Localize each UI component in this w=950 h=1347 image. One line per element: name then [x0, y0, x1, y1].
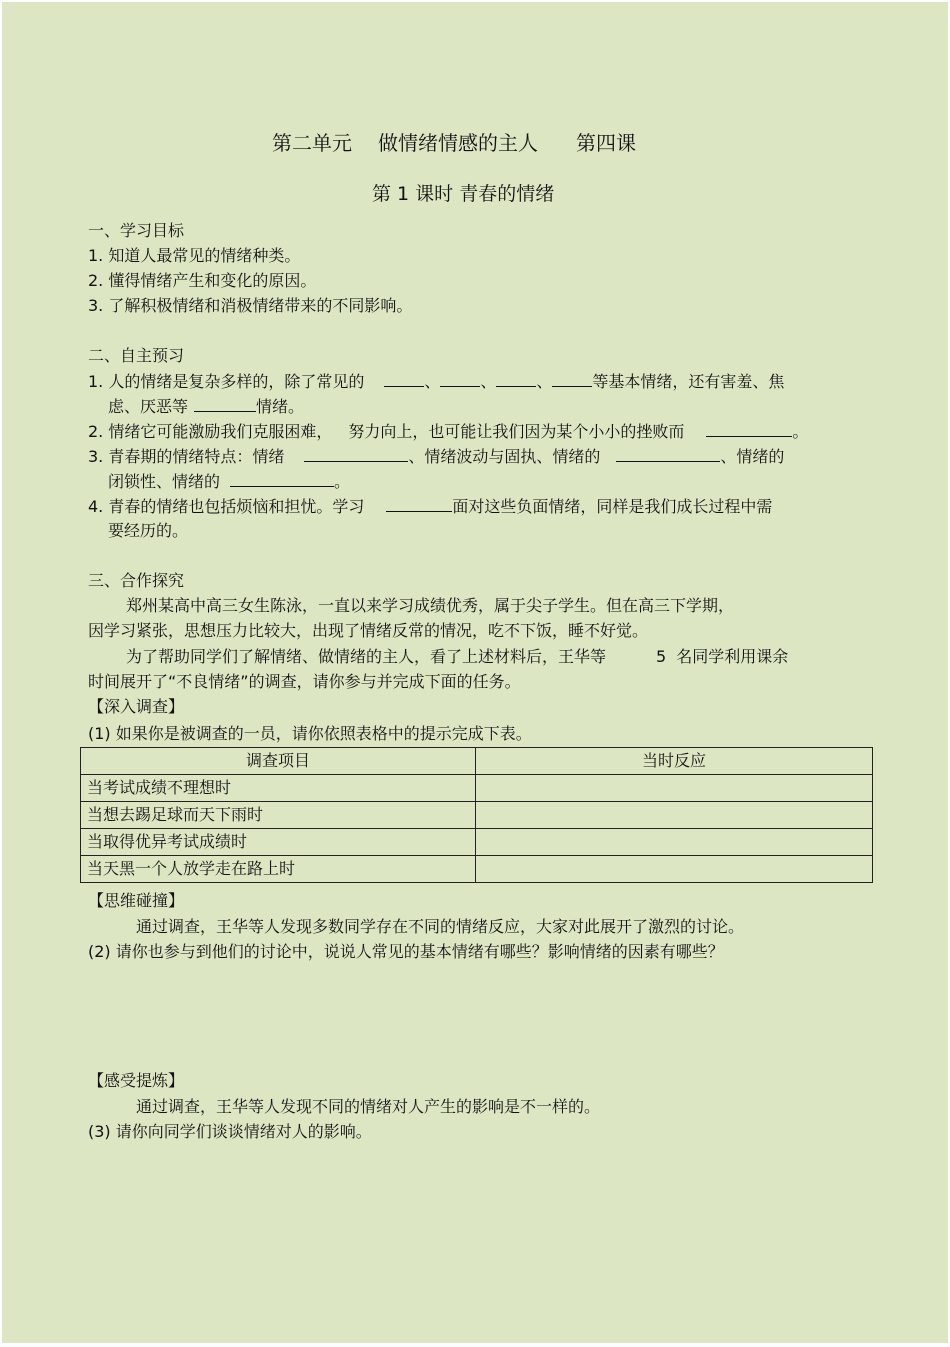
answer-blank[interactable]	[616, 446, 720, 462]
answer-blank[interactable]	[386, 496, 452, 512]
response-cell[interactable]	[476, 829, 873, 856]
answer-blank[interactable]	[304, 446, 408, 462]
reflection-paragraph: 通过调查，王华等人发现不同的情绪对人产生的影响是不一样的。	[136, 1097, 601, 1116]
answer-blank[interactable]	[552, 371, 592, 387]
answer-blank[interactable]	[384, 371, 424, 387]
page-title	[272, 130, 636, 156]
goal-item: 1. 知道人最常见的情绪种类。	[88, 246, 301, 265]
worksheet-page	[2, 2, 948, 1343]
table-cell: 当想去踢足球而天下雨时	[81, 802, 476, 829]
material-paragraph: 郑州某高中高三女生陈泳，一直以来学习成绩优秀，属于尖子学生。但在高三下学期，	[126, 596, 735, 615]
answer-blank[interactable]	[194, 396, 256, 412]
answer-blank[interactable]	[440, 371, 480, 387]
table-header-cell: 当时反应	[476, 748, 873, 775]
response-cell[interactable]	[476, 856, 873, 883]
tag-discussion: 【思维碰撞】	[88, 891, 185, 910]
preview-q1-line1: 1. 人的情绪是复杂多样的，除了常见的 、 、 、 等基本情绪，还有害羞、焦	[88, 372, 785, 391]
table-cell: 当天黑一个人放学走在路上时	[81, 856, 476, 883]
title-unit: 第二单元	[272, 131, 352, 155]
response-cell[interactable]	[476, 775, 873, 802]
question-2: (2) 请你也参与到他们的讨论中，说说人常见的基本情绪有哪些？影响情绪的因素有哪些？	[88, 942, 724, 961]
task-intro: 为了帮助同学们了解情绪、做情绪的主人，看了上述材料后，王华等 5 名同学利用课余	[126, 647, 789, 666]
answer-blank[interactable]	[230, 471, 334, 487]
table-row	[81, 802, 873, 829]
answer-blank[interactable]	[706, 421, 792, 437]
answer-blank[interactable]	[496, 371, 536, 387]
discussion-paragraph: 通过调查，王华等人发现多数同学存在不同的情绪反应，大家对此展开了激烈的讨论。	[136, 917, 745, 936]
table-cell: 当取得优异考试成绩时	[81, 829, 476, 856]
table-row	[81, 775, 873, 802]
question-3: (3) 请你向同学们谈谈情绪对人的影响。	[88, 1122, 372, 1141]
title-theme: 做情绪情感的主人	[378, 131, 538, 155]
goal-item: 2. 懂得情绪产生和变化的原因。	[88, 271, 317, 290]
preview-q3-line1: 3. 青春期的情绪特点：情绪 、情绪波动与固执、情绪的 、情绪的	[88, 447, 785, 466]
task-intro: 时间展开了“不良情绪”的调查，请你参与并完成下面的任务。	[88, 672, 521, 691]
preview-q1-line2: 虑、厌恶等 情绪。	[108, 397, 305, 416]
table-header-row	[81, 748, 873, 775]
goal-item: 3. 了解积极情绪和消极情绪带来的不同影响。	[88, 296, 413, 315]
table-header-cell: 调查项目	[81, 748, 476, 775]
table-row	[81, 856, 873, 883]
preview-q3-line2: 闭锁性、情绪的 。	[108, 472, 351, 491]
question-1: (1) 如果你是被调查的一员，请你依照表格中的提示完成下表。	[88, 724, 532, 743]
section1-heading: 一、学习目标	[88, 221, 185, 240]
page-subtitle: 第 1 课时 青春的情绪	[372, 183, 555, 205]
preview-q2: 2. 情绪它可能激励我们克服困难， 努力向上，也可能让我们因为某个小小的挫败而 。	[88, 422, 809, 441]
section3-heading: 三、合作探究	[88, 571, 185, 590]
preview-q4-line1: 4. 青春的情绪也包括烦恼和担忧。学习 面对这些负面情绪，同样是我们成长过程中需	[88, 497, 773, 516]
title-lesson: 第四课	[576, 131, 636, 155]
section2-heading: 二、自主预习	[88, 346, 185, 365]
material-paragraph: 因学习紧张，思想压力比较大，出现了情绪反常的情况，吃不下饭，睡不好觉。	[88, 621, 649, 640]
tag-reflection: 【感受提炼】	[88, 1071, 185, 1090]
tag-investigation: 【深入调查】	[88, 697, 185, 716]
preview-q4-line2: 要经历的。	[108, 521, 189, 540]
table-cell: 当考试成绩不理想时	[81, 775, 476, 802]
table-row	[81, 829, 873, 856]
response-cell[interactable]	[476, 802, 873, 829]
survey-table	[80, 747, 873, 883]
